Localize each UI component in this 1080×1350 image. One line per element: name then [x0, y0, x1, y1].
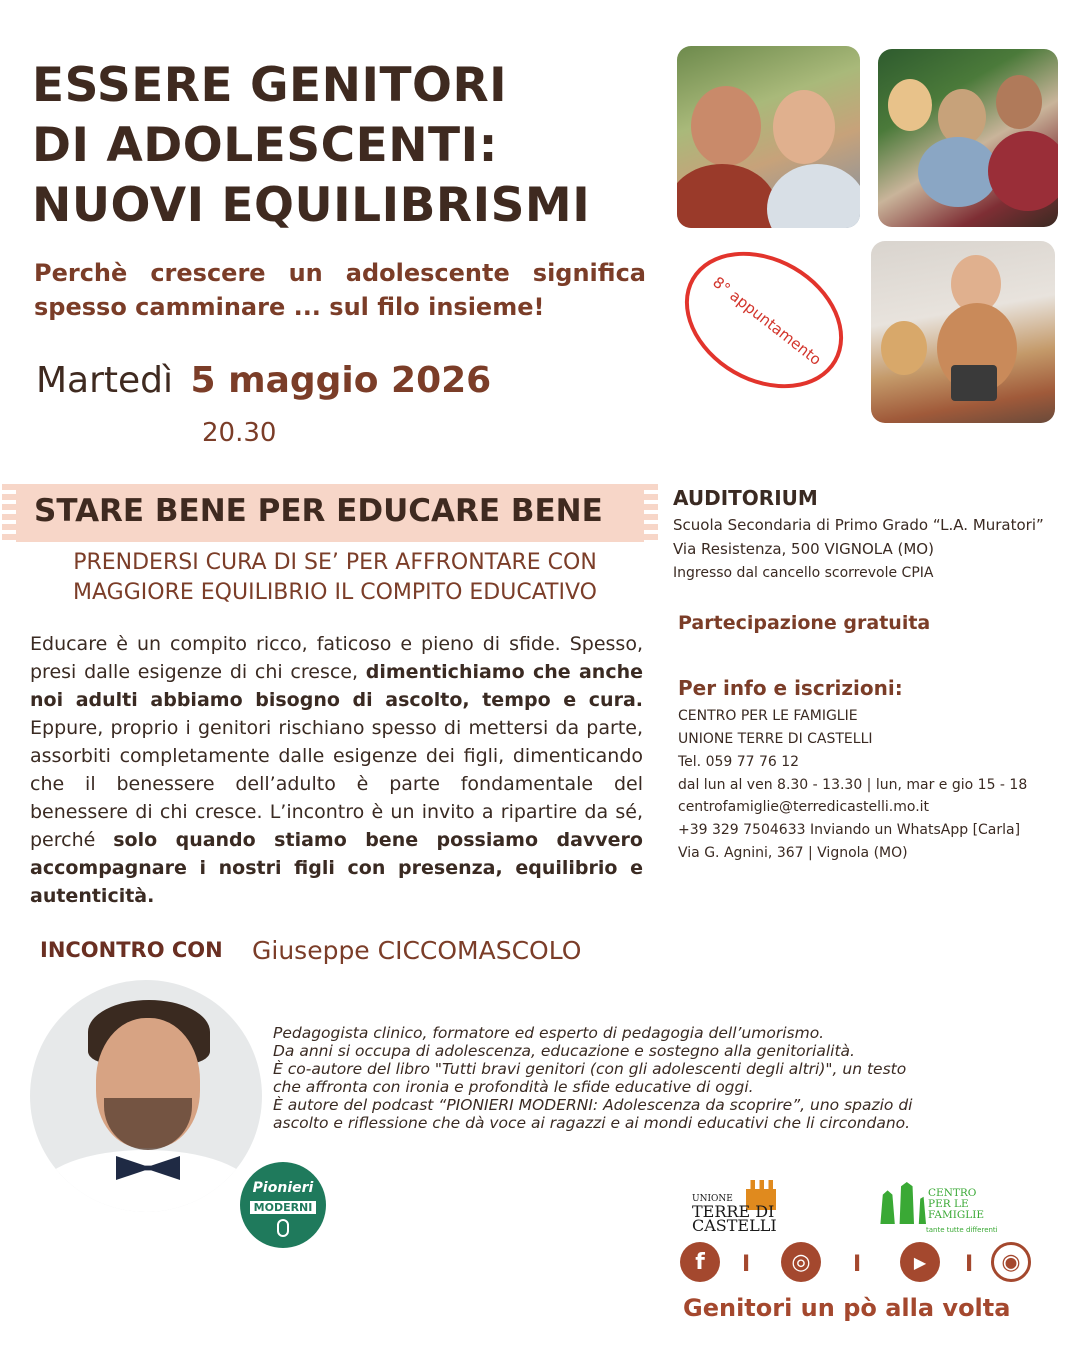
- utc-logo-line-1: TERRE DI: [692, 1202, 775, 1221]
- info-union: UNIONE TERRE DI CASTELLI: [678, 731, 873, 747]
- section-subheading-line-2: MAGGIORE EQUILIBRIO IL COMPITO EDUCATIVO: [73, 580, 597, 605]
- photo-family-bench: [878, 49, 1058, 227]
- centro-per-le-famiglie-logo: [878, 1178, 998, 1238]
- subtitle: Perchè crescere un adolescente significa spesso camminare ... sul filo insieme!: [34, 259, 646, 321]
- separator: I: [742, 1252, 751, 1277]
- body-part-2-bold: dimentichiamo che anche noi adulti abbiamo bisogno di ascolto, tempo e cura.: [30, 661, 643, 711]
- info-hours: dal lun al ven 8.30 - 13.30 | lun, mar e gio 15 - 18: [678, 777, 1028, 793]
- venue-address: Via Resistenza, 500 VIGNOLA (MO): [673, 540, 934, 558]
- section-banner: STARE BENE PER EDUCARE BENE: [34, 493, 603, 529]
- section-subheading-line-1: PRENDERSI CURA DI SE’ PER AFFRONTARE CON: [73, 550, 597, 575]
- podcast-icon[interactable]: ◉: [991, 1242, 1031, 1282]
- footer-tagline: Genitori un pò alla volta: [683, 1294, 1011, 1322]
- unione-terre-di-castelli-logo: [692, 1180, 792, 1235]
- photo-mother-daughter: [871, 241, 1055, 423]
- info-whatsapp[interactable]: +39 329 7504633 Inviando un WhatsApp [Carla]: [678, 822, 1021, 838]
- speaker-photo: [30, 980, 262, 1212]
- bio-line-6: ascolto e riflessione che dà voce ai ragazzi e ai mondi educativi che li circondano.: [273, 1114, 911, 1132]
- info-title: Per info e iscrizioni:: [678, 676, 903, 700]
- title-line-3: NUOVI EQUILIBRISMI: [32, 178, 591, 233]
- cpf-logo-text: [928, 1188, 984, 1221]
- event-time: 20.30: [202, 418, 277, 448]
- event-date: [36, 358, 491, 404]
- family-figures-icon: [878, 1182, 926, 1224]
- page-title: [32, 56, 672, 236]
- cpf-logo-line-3: FAMIGLIE: [928, 1209, 985, 1221]
- info-email[interactable]: centrofamiglie@terredicastelli.mo.it: [678, 799, 930, 815]
- podcast-logo-line-1: Pionieri: [252, 1180, 314, 1196]
- utc-logo-line-2: CASTELLI: [692, 1216, 777, 1235]
- participation-note: Partecipazione gratuita: [678, 612, 931, 634]
- separator: I: [965, 1252, 974, 1277]
- bio-line-1: Pedagogista clinico, formatore ed esperto di pedagogia dell’umorismo.: [273, 1024, 825, 1042]
- title-line-1: ESSERE GENITORI: [32, 58, 508, 113]
- venue-school: Scuola Secondaria di Primo Grado “L.A. Muratori”: [673, 516, 1044, 534]
- instagram-icon[interactable]: ◎: [781, 1242, 821, 1282]
- bio-line-5: È autore del podcast “PIONIERI MODERNI: Adolescenza da scoprire”, uno spazio di: [273, 1096, 913, 1114]
- speaker-label: INCONTRO CON: [40, 938, 223, 962]
- section-subheading: [20, 548, 650, 608]
- title-line-2: DI ADOLESCENTI:: [32, 118, 498, 173]
- body-part-1: Educare è un compito ricco, faticoso e pieno di sfide. Spesso, presi dalle esigenze di chi cresce,: [30, 633, 643, 683]
- venue-title: AUDITORIUM: [673, 486, 818, 510]
- speaker-name: Giuseppe CICCOMASCOLO: [252, 936, 582, 965]
- event-day: Martedì: [36, 360, 174, 401]
- info-address: Via G. Agnini, 367 | Vignola (MO): [678, 845, 908, 861]
- youtube-icon[interactable]: ▶: [900, 1242, 940, 1282]
- cpf-logo-line-2: PER LE: [928, 1198, 969, 1210]
- cpf-logo-line-1: CENTRO: [928, 1187, 977, 1199]
- speaker-bio: [273, 1024, 1015, 1132]
- info-phone[interactable]: Tel. 059 77 76 12: [678, 754, 800, 770]
- event-date-value: 5 maggio 2026: [190, 360, 492, 401]
- separator: I: [853, 1252, 862, 1277]
- section-body: [30, 630, 643, 910]
- body-part-4-bold: solo quando stiamo bene possiamo davvero accompagnare i nostri figli con presenza, equilibrio e autenticità.: [30, 829, 643, 907]
- bio-line-2: Da anni si occupa di adolescenza, educazione e sostegno alla genitorialità.: [273, 1042, 855, 1060]
- info-org: CENTRO PER LE FAMIGLIE: [678, 708, 858, 724]
- facebook-icon[interactable]: f: [680, 1242, 720, 1282]
- podcast-logo-line-2: MODERNI: [250, 1201, 317, 1214]
- body-part-3: Eppure, proprio i genitori rischiano spesso di mettersi da parte, assorbiti completamente dalle esigenze dei figli, dimenticando che il benessere dell’adulto è parte fondamentale del benessere di chi cresce. L’incontro è un invito a ripartire da sé, perché: [30, 717, 643, 851]
- utc-logo-small: UNIONE: [692, 1194, 733, 1204]
- venue-entrance: Ingresso dal cancello scorrevole CPIA: [673, 565, 934, 581]
- bio-line-4: che affronta con ironia e profondità le sfide educative di oggi.: [273, 1078, 754, 1096]
- cpf-logo-tagline: tante tutte differenti: [926, 1226, 998, 1234]
- microphone-icon: [277, 1219, 289, 1237]
- bio-line-3: È co-autore del libro "Tutti bravi genitori (con gli adolescenti degli altri)", un testo: [273, 1060, 907, 1078]
- photo-father-son: [677, 46, 860, 228]
- podcast-logo: [240, 1162, 326, 1248]
- appointment-stamp-label: 8° appuntamento: [709, 273, 825, 369]
